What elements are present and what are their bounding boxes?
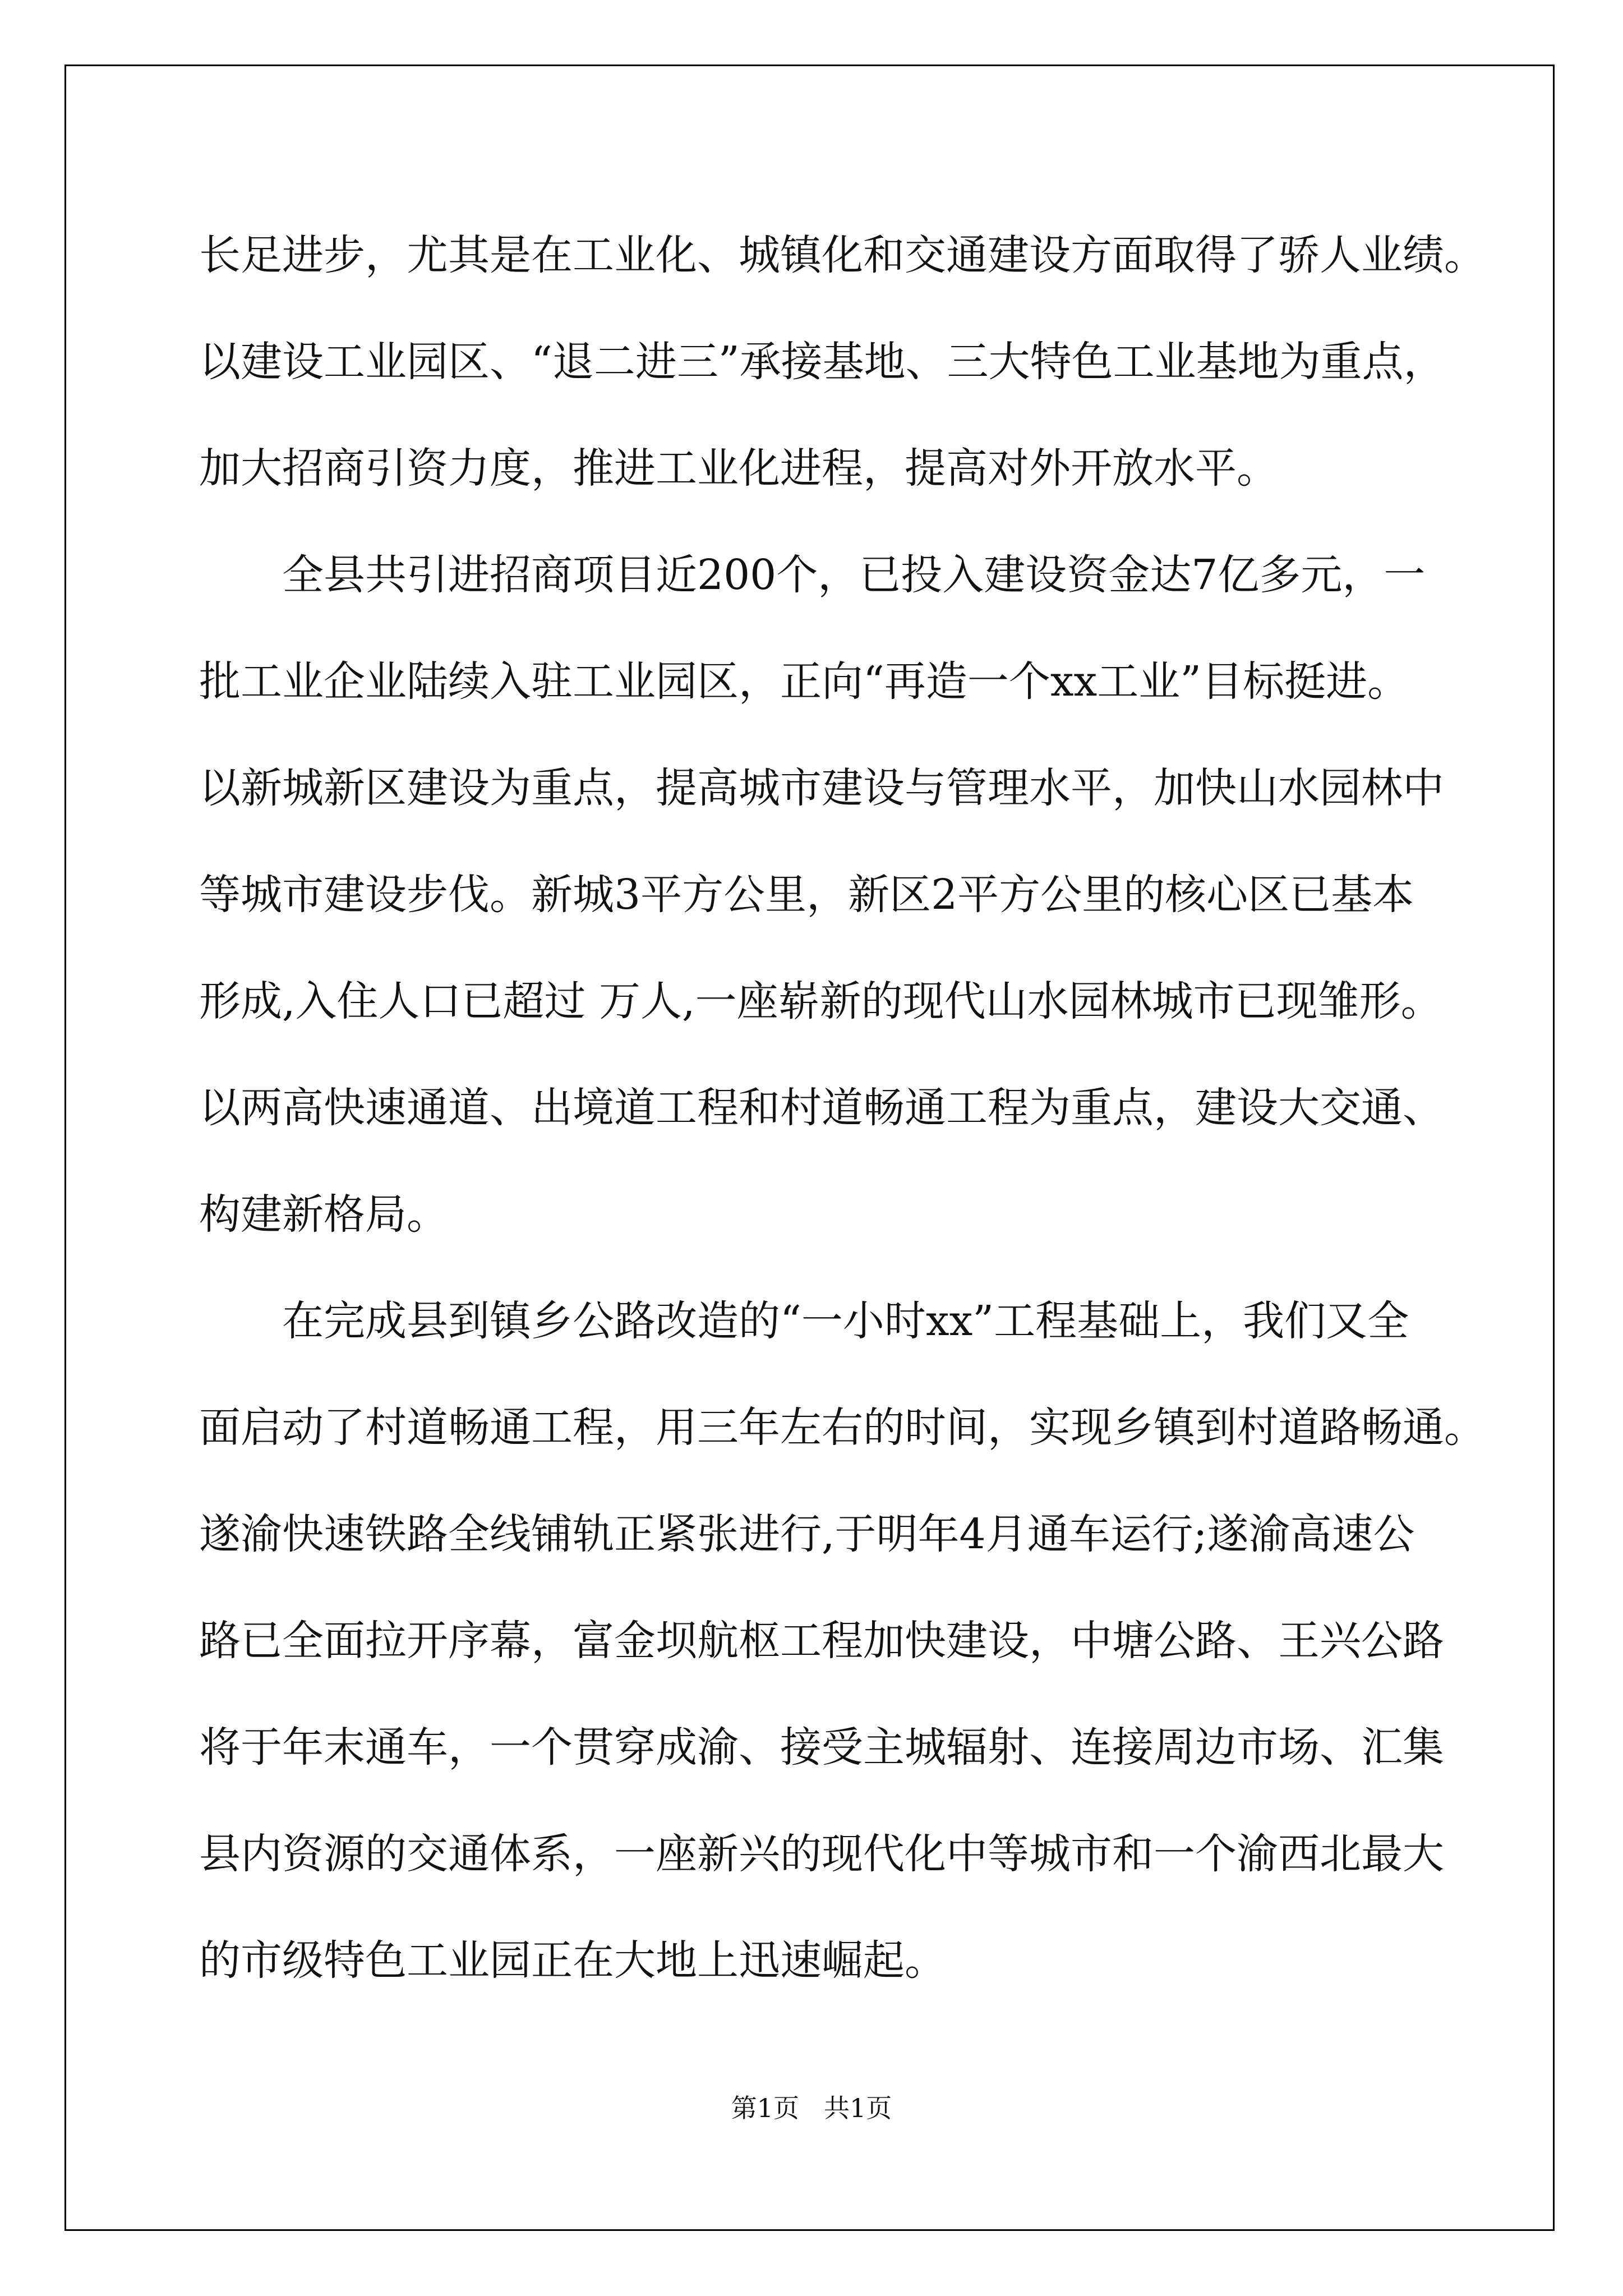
text-line: 形成,入住人口已超过 万人,一座崭新的现代山水园林城市已现雏形。 (199, 977, 1442, 1025)
text-line: 在完成县到镇乡公路改造的“一小时xx”工程基础上，我们又全 (282, 1297, 1409, 1345)
text-line: 以建设工业园区、“退二进三”承接基地、三大特色工业基地为重点， (199, 338, 1445, 386)
text-line: 将于年末通车，一个贯穿成渝、接受主城辐射、连接周边市场、汇集 (199, 1723, 1444, 1772)
text-line: 县内资源的交通体系，一座新兴的现代化中等城市和一个渝西北最大 (199, 1830, 1444, 1878)
document-body (199, 202, 1486, 2014)
page-footer (0, 2088, 1623, 2125)
text-line: 构建新格局。 (199, 1190, 448, 1239)
text-line: 以两高快速通道、出境道工程和村道畅通工程为重点，建设大交通、 (199, 1084, 1444, 1132)
text-line: 批工业企业陆续入驻工业园区，正向“再造一个xx工业”目标挺进。 (199, 657, 1409, 706)
text-line: 的市级特色工业园正在大地上迅速崛起。 (199, 1936, 946, 1985)
text-line: 等城市建设步伐。新城3平方公里，新区2平方公里的核心区已基本 (199, 871, 1414, 919)
page-number-total: 共1页 (823, 2093, 892, 2123)
text-line: 长足进步，尤其是在工业化、城镇化和交通建设方面取得了骄人业绩。 (199, 231, 1486, 279)
text-line: 以新城新区建设为重点，提高城市建设与管理水平，加快山水园林中 (199, 764, 1444, 812)
text-line: 全县共引进招商项目近200个，已投入建设资金达7亿多元，一 (282, 551, 1426, 599)
page-number-current: 第1页 (731, 2093, 800, 2123)
text-line: 加大招商引资力度，推进工业化进程，提高对外开放水平。 (199, 444, 1278, 493)
text-line: 遂渝快速铁路全线铺轨正紧张进行,于明年4月通车运行;遂渝高速公 (199, 1510, 1415, 1558)
text-line: 路已全面拉开序幕，富金坝航枢工程加快建设，中塘公路、王兴公路 (199, 1617, 1444, 1665)
text-line: 面启动了村道畅通工程，用三年左右的时间，实现乡镇到村道路畅通。 (199, 1404, 1486, 1452)
footer-separator (799, 2093, 824, 2123)
